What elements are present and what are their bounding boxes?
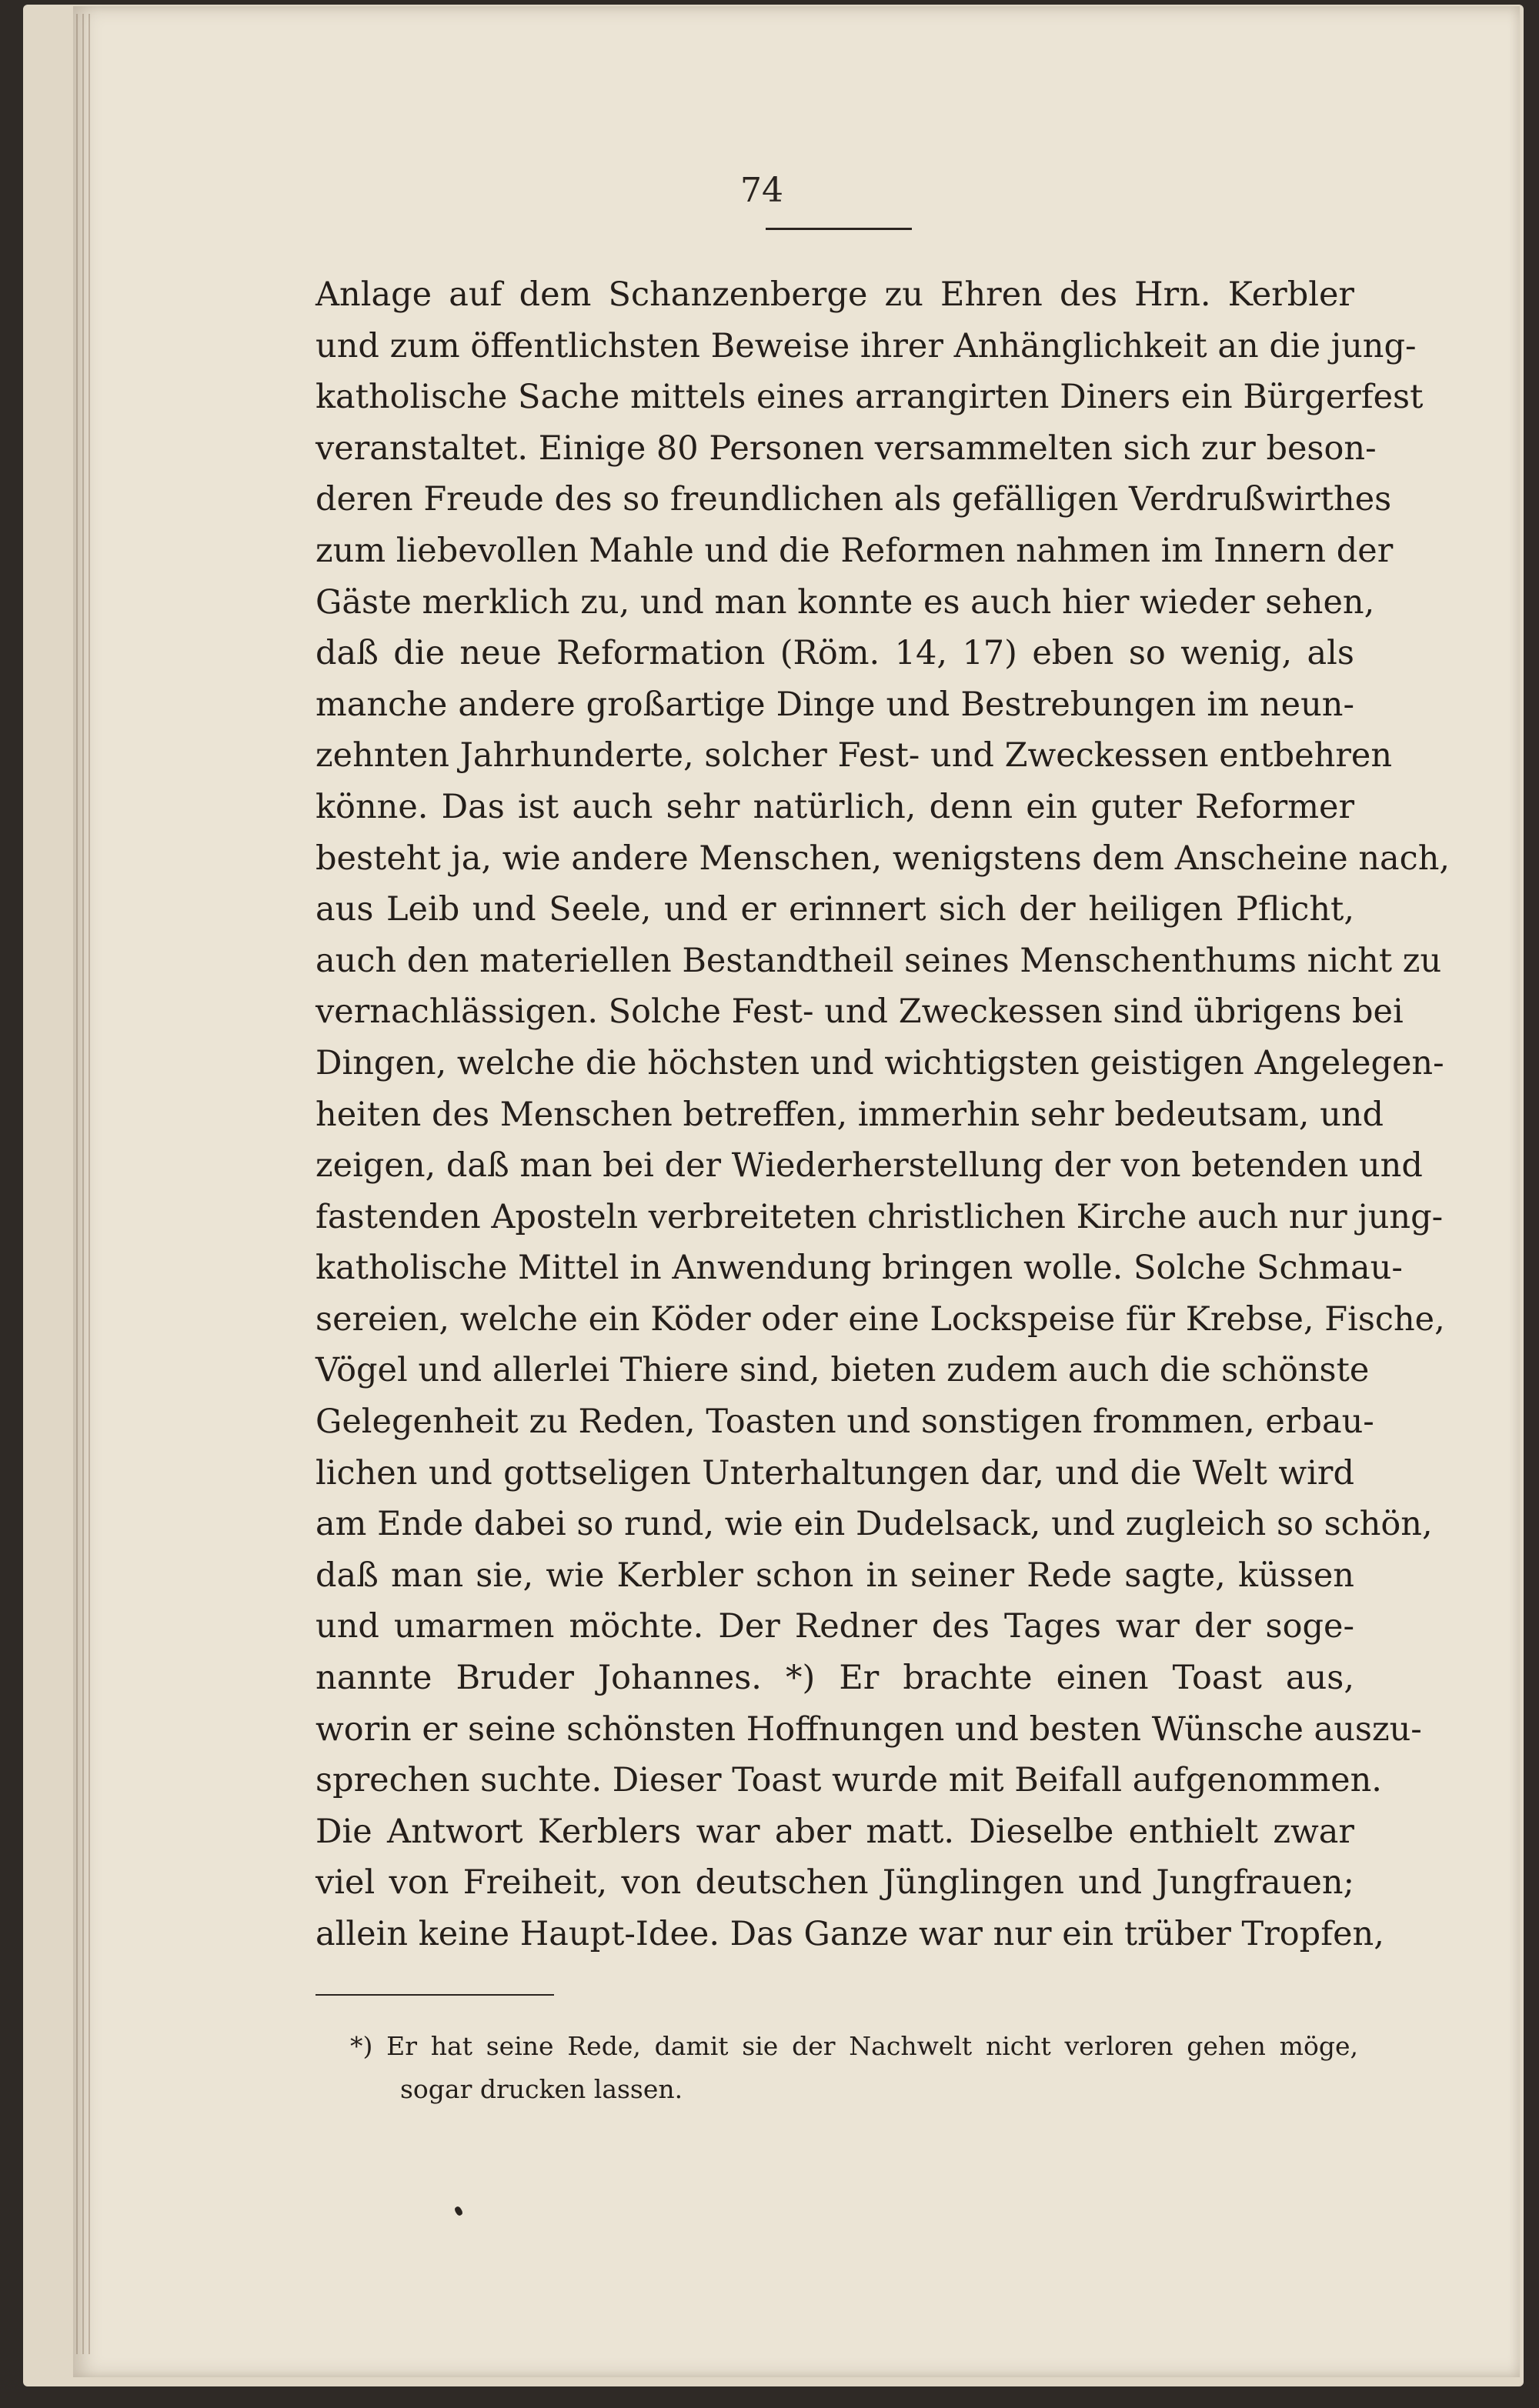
text-line: Gelegenheit zu Reden, Toasten und sonstigen frommen, erbau-: [315, 1402, 1374, 1442]
text-line: lichen und gottseligen Unterhaltungen dar, und die Welt wird: [315, 1453, 1354, 1492]
footnote: [350, 2025, 1358, 2111]
text-line: allein keine Haupt-Idee. Das Ganze war nur ein trüber Tropfen,: [315, 1915, 1384, 1953]
page-number: 74: [740, 171, 783, 210]
text-line: sereien, welche ein Köder oder eine Lockspeise für Krebse, Fische,: [315, 1299, 1445, 1339]
text-line: zeigen, daß man bei der Wiederherstellung der von betenden und: [315, 1146, 1423, 1186]
text-line: Dingen, welche die höchsten und wichtigsten geistigen Angelegen-: [315, 1043, 1444, 1082]
footnote-line: sogar drucken lassen.: [400, 2074, 683, 2104]
footnote-rule: [315, 1994, 554, 1996]
text-line: zum liebevollen Mahle und die Reformen nahmen im Innern der: [315, 531, 1394, 570]
text-line: worin er seine schönsten Hoffnungen und besten Wünsche auszu-: [315, 1709, 1422, 1749]
text-line: auch den materiellen Bestandtheil seines Menschenthums nicht zu: [315, 941, 1442, 980]
text-line: Vögel und allerlei Thiere sind, bieten zudem auch die schönste: [315, 1351, 1370, 1390]
text-line: und zum öffentlichsten Beweise ihrer Anhänglichkeit an die jung-: [315, 326, 1417, 365]
text-line: katholische Mittel in Anwendung bringen wolle. Solche Schmau-: [315, 1249, 1403, 1288]
text-line: aus Leib und Seele, und er erinnert sich der heiligen Pflicht,: [315, 890, 1354, 929]
text-line: katholische Sache mittels eines arrangirten Diners ein Bürgerfest: [315, 378, 1424, 417]
text-line: daß die neue Reformation (Röm. 14, 17) eben so wenig, als: [315, 634, 1354, 673]
text-line: fastenden Aposteln verbreiteten christlichen Kirche auch nur jung-: [315, 1197, 1444, 1236]
page-stack-line: [76, 14, 78, 2354]
text-line: viel von Freiheit, von deutschen Jünglingen und Jungfrauen;: [315, 1863, 1354, 1903]
text-line: deren Freude des so freundlichen als gefälligen Verdrußwirthes: [315, 480, 1392, 519]
text-line: daß man sie, wie Kerbler schon in seiner Rede sagte, küssen: [315, 1556, 1354, 1595]
text-line: und umarmen möchte. Der Redner des Tages war der soge-: [315, 1607, 1354, 1646]
text-line: Die Antwort Kerblers war aber matt. Dieselbe enthielt zwar: [315, 1812, 1354, 1851]
text-line: am Ende dabei so rund, wie ein Dudelsack, und zugleich so schön,: [315, 1505, 1433, 1544]
text-line: besteht ja, wie andere Menschen, wenigstens dem Anscheine nach,: [315, 839, 1451, 878]
body-text: [315, 269, 1451, 1960]
text-line: heiten des Menschen betreffen, immerhin sehr bedeutsam, und: [315, 1095, 1384, 1134]
text-line: Gäste merklich zu, und man konnte es auch hier wieder sehen,: [315, 582, 1375, 622]
page-stack-line: [82, 14, 84, 2354]
text-line: veranstaltet. Einige 80 Personen versammelten sich zur beson-: [315, 429, 1377, 468]
footnote-line: *) Er hat seine Rede, damit sie der Nachwelt nicht verloren gehen möge,: [350, 2031, 1358, 2061]
text-line: manche andere großartige Dinge und Bestrebungen im neun-: [315, 685, 1354, 724]
page-number-rule: [766, 228, 912, 230]
text-line: Anlage auf dem Schanzenberge zu Ehren des Hrn. Kerbler: [315, 275, 1354, 314]
text-line: zehnten Jahrhunderte, solcher Fest- und Zweckessen entbehren: [315, 736, 1393, 775]
text-line: könne. Das ist auch sehr natürlich, denn ein guter Reformer: [315, 787, 1354, 826]
page-stack-line: [88, 14, 90, 2354]
text-line: nannte Bruder Johannes. *) Er brachte einen Toast aus,: [315, 1659, 1354, 1698]
text-line: vernachlässigen. Solche Fest- und Zweckessen sind übrigens bei: [315, 992, 1404, 1032]
text-line: sprechen suchte. Dieser Toast wurde mit Beifall aufgenommen.: [315, 1761, 1382, 1800]
